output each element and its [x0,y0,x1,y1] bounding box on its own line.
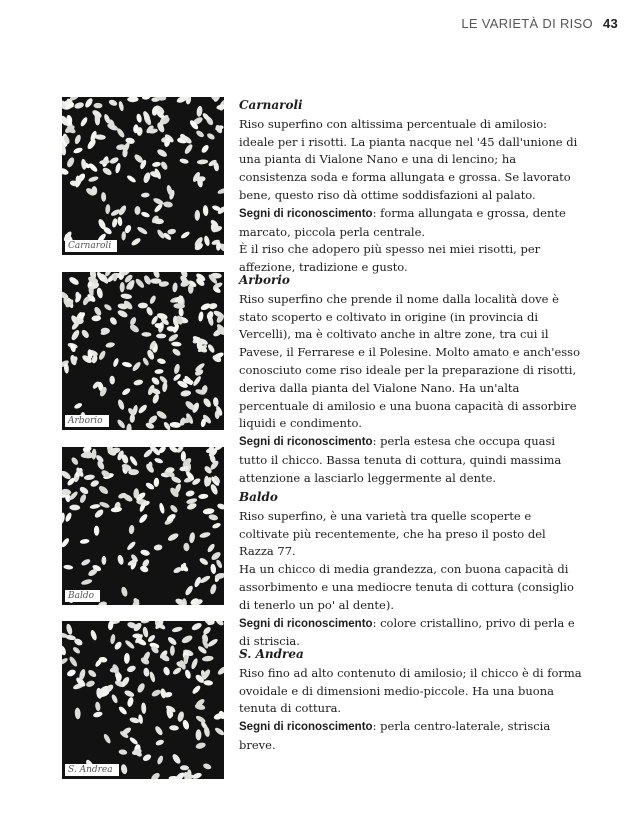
rice-grain [68,276,80,287]
rice-grain [167,532,180,543]
rice-grain [65,623,73,635]
section-title: LE VARIETÀ DI RISO [461,16,593,31]
rice-grain [109,376,115,385]
signs-label: Segni di riconoscimento [239,207,373,220]
rice-grain [158,375,168,385]
rice-grain [202,205,208,216]
rice-grain [116,418,126,429]
rice-grain [167,228,176,235]
rice-grain [75,707,81,719]
rice-grain [117,216,123,226]
rice-grains-image [62,621,224,779]
rice-grain [120,293,132,300]
rice-grain [167,636,178,647]
rice-grain [196,729,202,740]
rice-grain [93,306,103,317]
rice-grain [126,423,132,430]
rice-grain [182,719,191,730]
rice-grain [62,537,70,548]
entry-note: È il riso che adopero più spesso nei miei risotti, per affezione, tradizione e gusto. [239,242,541,275]
rice-grain [128,525,134,535]
rice-grain [73,402,83,410]
rice-grain [95,701,101,711]
rice-grain [202,508,214,515]
rice-grain [62,645,67,657]
rice-grain [121,361,132,368]
rice-grain [140,211,150,219]
rice-photo [62,272,224,430]
rice-grain [138,303,148,309]
rice-grain [163,201,173,208]
rice-grain [196,105,203,117]
entry-text [239,489,582,651]
rice-grain [96,460,106,471]
rice-grain [114,162,121,173]
rice-grain [70,456,79,466]
rice-grain [80,329,90,340]
rice-grain [171,626,183,633]
signs-label: Segni di riconoscimento [239,617,373,630]
rice-grain [152,161,161,167]
rice-grain [126,540,137,551]
rice-grain [141,192,150,198]
rice-grain [154,369,163,375]
rice-grain [78,485,89,495]
rice-grain [88,175,99,182]
rice-grain [190,658,199,670]
rice-grain [140,621,149,624]
rice-grain [153,544,162,551]
rice-grain [198,311,204,322]
rice-grain [197,159,209,165]
rice-grain [127,97,138,102]
rice-grain [142,626,149,638]
rice-grain [202,397,213,408]
rice-grain [79,116,88,127]
rice-grain [113,641,123,651]
rice-grain [206,310,215,320]
rice-grain [183,543,190,552]
rice-grain [120,586,128,597]
rice-grain [150,278,161,284]
rice-grain [96,287,104,299]
rice-grain [99,501,111,509]
rice-grain [211,97,220,100]
rice-grain [134,277,145,289]
rice-grain [172,373,182,382]
rice-grain [105,342,115,349]
rice-grain [195,714,207,724]
page-number: 43 [602,16,618,31]
rice-grain [142,97,151,100]
photo-caption: Baldo [65,590,100,602]
rice-grain [84,97,94,109]
rice-grain [136,682,146,694]
rice-grain [192,375,202,387]
rice-grain [206,132,216,141]
rice-grain [170,645,175,655]
rice-grain [154,457,164,464]
rice-grain [81,578,93,586]
rice-grain [172,282,178,292]
entry-description: Riso superfino che prende il nome dalla località dove è stato scoperto e coltivato in origine (in provincia di Vercelli), ma è coltivato anche in altre zone, tra cui il Pavese, il Ferrarese e il Polesine. Molto amato e anch'esso conosciuto come riso ideale per la preparazione di risotti, deriva dalla pianta del Vialone Nano. Ha un'alta percentuale di amilosio e una buona capacità di assorbire liquidi e condimento. [239,291,580,431]
entry-description: Riso superfino con altissima percentuale di amilosio: ideale per i risotti. La pianta nacque nel '45 dall'unione di una pianta di Vialone Nano e una di lencino; ha consistenza soda e forma allungata e grossa. Se lavorato bene, questo riso dà ottime soddisfazioni al palato. [239,116,578,202]
rice-grain [153,478,159,488]
signs-text: : perla estesa che occupa quasi tutto il chicco. Bassa tenuta di cottura, quindi massima attenzione a lasciarlo leggermente al dente. [239,434,562,485]
rice-grain [206,543,216,554]
rice-grain [91,315,101,321]
rice-grain [81,159,87,171]
entry-title: S. Andrea [239,647,304,661]
rice-grain [184,585,194,597]
rice-grain [126,664,137,673]
rice-grain [149,671,156,683]
rice-grain [79,493,88,504]
photo-caption: Arborio [65,415,109,427]
rice-grain [64,512,72,523]
rice-grain [179,158,189,165]
rice-grain [118,705,128,715]
rice-grain [152,272,161,279]
rice-grain [73,147,84,155]
rice-grain [162,382,168,393]
rice-grain [213,397,219,407]
rice-grain [169,725,179,731]
rice-grain [124,653,130,664]
rice-grain [117,399,126,411]
rice-grain [80,558,91,567]
rice-grain [217,187,224,195]
rice-grain [93,508,104,519]
rice-grain [138,513,149,525]
rice-grain [160,688,167,699]
rice-grain [70,329,81,342]
entry-description: Riso superfino, è una varietà tra quelle scoperte e coltivate più recentemente, che ha preso il posto del Razza 77. [239,508,546,559]
rice-grain [98,484,110,495]
rice-grain [203,235,210,246]
rice-grain [63,564,73,570]
rice-grain [103,303,113,312]
rice-photo [62,447,224,605]
rice-grain [171,753,182,765]
rice-grains-image [62,447,224,605]
rice-grain [129,316,138,326]
rice-grain [199,531,211,539]
rice-grain [91,448,97,459]
rice-grain [124,689,135,698]
rice-grain [198,493,208,499]
rice-grain [136,226,148,236]
rice-grain [156,334,166,339]
rice-grain [184,655,189,665]
rice-grain [118,749,127,755]
rice-grain [62,512,66,524]
rice-photo [62,621,224,779]
rice-grain [200,144,210,154]
rice-grain [112,357,120,367]
rice-grain [102,733,111,744]
signs-label: Segni di riconoscimento [239,721,373,734]
rice-grain [138,714,144,724]
signs-text: : perla centro-laterale, striscia breve. [239,719,551,752]
rice-grain [150,771,161,779]
rice-grain [80,538,90,544]
rice-grain [155,739,165,747]
rice-grain [202,763,212,771]
rice-grain [98,350,107,361]
rice-grain [62,167,69,176]
rice-grain [189,532,196,544]
rice-grain [180,230,191,239]
rice-grain [110,634,116,645]
rice-grain [181,451,186,462]
entry-title: Arborio [239,273,290,287]
rice-grain [215,559,223,569]
entry-description-2: Ha un chicco di media grandezza, con buona capacità di assorbimento e una mediocre tenuta di cottura (consiglio di tenerlo un po' al dente). [239,562,574,612]
rice-grain [92,711,103,719]
rice-grain [202,655,214,662]
rice-grain [133,379,144,386]
entry-signs [239,718,582,755]
rice-grain [74,134,82,145]
signs-text: : forma allungata e grossa, dente marcato, piccola perla centrale. [239,205,566,239]
rice-grain [124,639,135,650]
rice-grain [209,583,217,595]
rice-grain [151,393,160,404]
rice-grain [142,753,153,763]
rice-grain [141,332,151,337]
rice-grain [150,376,161,386]
rice-grain [111,218,118,228]
rice-grain [191,622,203,632]
rice-grain [184,669,192,680]
rice-grain [74,101,85,109]
rice-grain [171,347,182,357]
rice-grain [111,506,123,513]
rice-grain [162,666,171,676]
rice-grain [101,556,106,565]
rice-grain [126,696,134,707]
rice-grain [185,490,195,498]
rice-grain [131,361,142,373]
rice-grain [208,302,218,309]
page-header [461,16,618,31]
rice-grain [208,514,219,522]
rice-grain [121,231,126,240]
entry-signs [239,433,582,487]
rice-grain [121,387,131,396]
rice-grain [169,504,179,514]
rice-grain [117,309,129,319]
rice-grain [89,503,100,509]
rice-grain [198,557,209,567]
rice-grain [129,323,141,334]
rice-grain [172,666,183,676]
rice-grain [191,772,202,779]
rice-grain [180,765,189,770]
rice-grain [72,646,81,655]
rice-grain [62,657,69,666]
rice-grain [156,148,168,159]
rice-grains-image [62,272,224,430]
rice-grain [137,403,148,414]
rice-grain [145,306,154,316]
rice-grain [174,771,186,779]
rice-grain [167,333,179,343]
entry-text [239,272,582,488]
rice-grain [214,726,224,736]
rice-grain [169,422,181,429]
rice-grain [149,295,157,305]
rice-grain [156,755,164,765]
rice-grain [210,550,222,561]
rice-grain [154,725,164,736]
rice-grain [142,357,150,367]
rice-grain [156,358,166,365]
rice-grain [202,626,212,636]
rice-grain [155,409,168,420]
rice-grain [109,316,119,326]
rice-grain [66,668,77,677]
rice-grain [216,665,224,676]
rice-grain [130,237,141,247]
rice-grain [212,522,222,530]
rice-grain [171,341,182,346]
rice-grain [152,197,164,206]
entry-title: Baldo [239,490,278,504]
rice-grain [134,206,140,215]
rice-grain [215,621,224,627]
photo-caption: Carnaroli [65,240,117,252]
rice-grain [178,308,184,317]
rice-grain [101,166,113,176]
rice-grain [90,629,98,641]
rice-grain [105,204,111,214]
entry-signs [239,205,582,242]
rice-grain [69,504,80,510]
rice-grain [147,634,157,644]
entry-text [239,97,582,277]
entry-text [239,646,582,755]
photo-caption: S. Andrea [65,764,119,776]
rice-grain [93,103,102,109]
rice-photo [62,97,224,255]
rice-grain [110,694,118,704]
entry-title: Carnaroli [239,98,303,112]
rice-grain [203,680,213,686]
rice-grain [85,680,95,689]
rice-grain [66,156,76,168]
rice-grain [118,101,125,112]
rice-grain [68,655,79,667]
rice-grain [151,688,162,698]
rice-grains-image [62,97,224,255]
rice-grain [136,113,143,123]
rice-grain [101,192,107,202]
rice-grain [141,702,147,714]
rice-grain [173,363,181,374]
signs-label: Segni di riconoscimento [239,436,373,449]
rice-grain [84,474,96,481]
rice-grain [160,161,169,171]
rice-grain [120,282,125,292]
rice-grain [216,503,224,511]
rice-grain [183,143,194,155]
rice-grain [195,129,205,138]
rice-grain [129,736,139,746]
rice-grain [158,502,165,514]
rice-grain [191,684,202,695]
rice-grain [195,742,206,750]
rice-grain [126,174,137,183]
rice-grain [180,390,191,398]
rice-grain [89,479,99,488]
rice-grain [87,669,98,679]
rice-grain [107,621,114,630]
signs-text: : colore cristallino, privo di perla e di striscia. [239,615,575,649]
entry-description: Riso fino ad alto contenuto di amilosio; il chicco è di forma ovoidale e di dimensioni medio-piccole. Ha una buona tenuta di cottura. [239,665,582,716]
rice-grain [94,526,100,536]
rice-grain [195,210,201,221]
rice-grain [140,549,151,557]
rice-grain [108,99,118,107]
rice-grain [207,638,219,648]
rice-grain [120,764,128,775]
rice-grain [117,554,125,565]
rice-grain [181,634,194,645]
rice-grain [210,563,217,574]
rice-grain [207,343,216,353]
rice-grain [143,667,150,677]
rice-grain [129,455,139,467]
